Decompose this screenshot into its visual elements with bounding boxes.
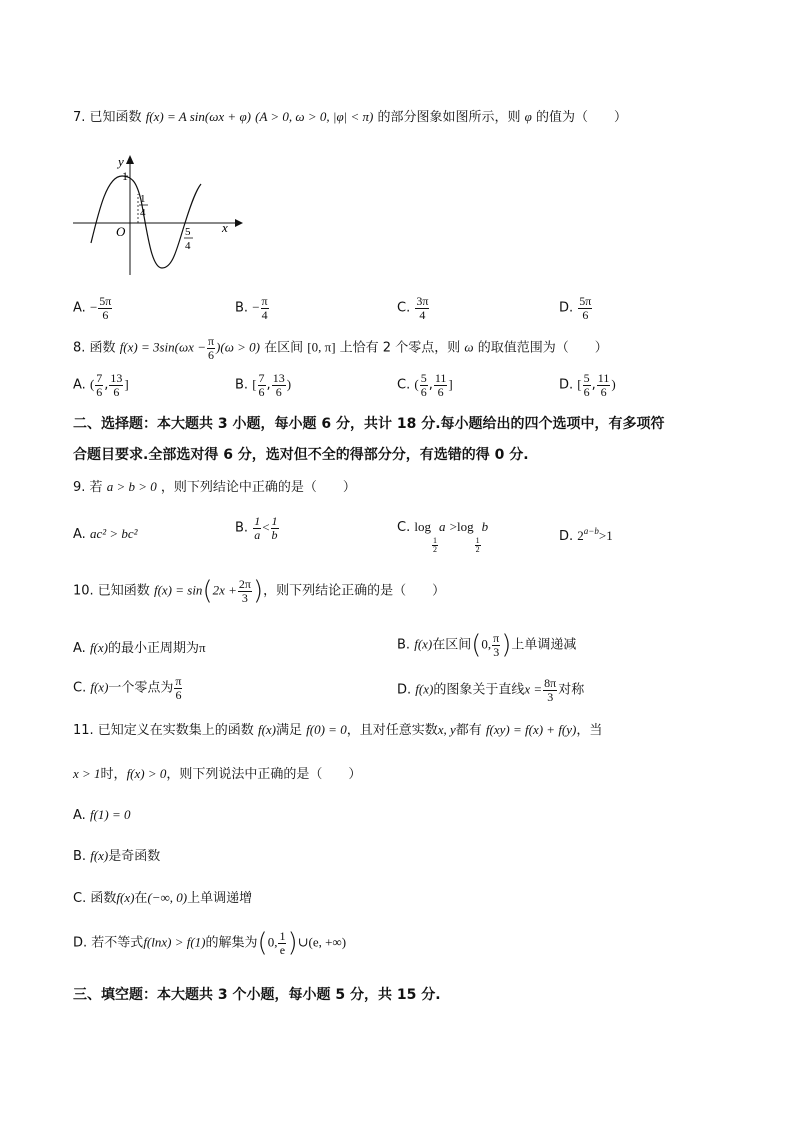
y-axis-label: y [118, 154, 124, 169]
q7-option-b[interactable] [235, 295, 270, 321]
q8-option-a[interactable]: A. ( $\frac{7}{6}$ , $\frac{13}{6}$ ] [73, 371, 129, 399]
q9-option-a[interactable] [73, 527, 138, 541]
fraction-denominator: 2 [475, 545, 480, 555]
log-right: log [456, 519, 474, 534]
q7-function: f(x) = A sin(ωx + φ) [145, 109, 251, 124]
option-letter: D. [559, 529, 574, 544]
close-paren: ) [252, 576, 264, 607]
option-letter: A. [73, 300, 86, 316]
fraction-denominator: 3 [547, 689, 554, 704]
interval-start: 0, [481, 636, 492, 652]
fraction-numerator: 13 [272, 371, 285, 385]
option-text: 若不等式 [91, 935, 144, 951]
q10-option-b[interactable] [397, 630, 577, 661]
q11-f0: f(0) = 0 [306, 722, 347, 737]
fraction-numerator: 3π [416, 294, 429, 308]
q9-stem-start: 9. 若 [73, 480, 103, 495]
line-variable: x = [524, 681, 543, 697]
q7-stem-tail: 的值为（ ） [535, 110, 627, 125]
option-letter: A. [73, 377, 86, 393]
option-inequality: f(lnx) > f(1) [143, 934, 206, 950]
option-fraction [261, 295, 269, 321]
fraction-numerator: 1 [279, 929, 286, 943]
option-text: 的最小正周期为 [107, 641, 199, 656]
option-interval: (−∞, 0) [147, 890, 188, 905]
option-expression: ac² > bc² [89, 526, 138, 541]
q11-stem-line2 [73, 767, 361, 781]
less-than-sign: < [262, 519, 270, 535]
q10-stem [73, 576, 446, 607]
q11-option-d[interactable] [73, 928, 347, 959]
option-tail: 对称 [558, 682, 585, 698]
open-paren: ( [202, 576, 213, 607]
y-axis-arrow [126, 155, 134, 164]
option-letter: A. [73, 808, 86, 823]
fraction-numerator: 5π [99, 294, 112, 308]
fraction-lower [420, 372, 428, 398]
open-paren: ( [471, 630, 482, 661]
q11-condition: x > 1 [73, 766, 101, 781]
fraction-lower [258, 372, 266, 398]
option-letter: B. [235, 300, 249, 316]
q10-function-inner: 2x + [212, 582, 237, 598]
open-bracket: ( [89, 376, 95, 392]
fraction-numerator: 2π [238, 577, 251, 591]
close-bracket: ) [611, 376, 616, 392]
q9-stem-end: ，则下列结论中正确的是（ ） [160, 480, 356, 495]
fraction-denominator: 6 [102, 307, 109, 322]
option-letter: C. [397, 300, 411, 316]
fraction-denominator: 6 [113, 384, 120, 399]
option-fraction [415, 295, 429, 321]
fraction-numerator: 7 [96, 371, 103, 385]
fraction-one-over-b [271, 515, 279, 541]
tick-five-quarters-num: 5 [185, 226, 191, 238]
function-ref: f(x) [116, 890, 135, 905]
fraction-upper [434, 372, 448, 398]
option-letter: D. [559, 300, 574, 316]
q8-omega: ω [464, 339, 474, 355]
fraction-denominator: 6 [208, 347, 215, 362]
q11-text: 都有 [455, 723, 482, 738]
fraction-denominator: 4 [419, 307, 426, 322]
fraction-denominator: b [271, 527, 278, 542]
option-text: 是奇函数 [108, 849, 161, 864]
interval-end-fraction [492, 632, 500, 658]
option-letter: C. [73, 891, 87, 906]
fraction-denominator: 6 [258, 384, 265, 399]
q11-text: ，且对任意实数 [346, 723, 438, 738]
fraction-numerator: 5π [579, 294, 592, 308]
x-axis-arrow [235, 219, 243, 227]
q9-option-b[interactable] [235, 515, 280, 541]
q10-option-c[interactable] [73, 675, 183, 701]
fraction-denominator: 4 [261, 307, 268, 322]
fraction-numerator: 5 [420, 371, 427, 385]
q7-option-c[interactable] [397, 295, 430, 321]
q8-stem-end: 上恰有 2 个零点，则 [339, 340, 461, 356]
close-paren: ) [287, 928, 298, 959]
interval-start: 0, [267, 934, 278, 950]
q9-stem [73, 480, 356, 494]
fraction-numerator: π [493, 631, 500, 645]
fraction-numerator: 13 [110, 371, 123, 385]
fraction-numerator: 11 [434, 371, 447, 385]
fraction-denominator: 6 [600, 384, 607, 399]
fraction-denominator: a [254, 527, 261, 542]
option-letter: B. [235, 520, 249, 536]
option-text: 一个零点为 [108, 680, 174, 696]
close-paren: ) [501, 630, 512, 661]
fraction-upper [272, 372, 286, 398]
q11-stem-start: 11. 已知定义在实数集上的函数 [73, 723, 254, 738]
fraction-numerator: π [207, 334, 215, 348]
greater-than-sign: > [449, 519, 457, 534]
fraction-denominator: 6 [583, 384, 590, 399]
option-letter: B. [73, 849, 87, 864]
q8-function-b: )(ω > 0) [216, 339, 260, 355]
q7-option-d[interactable] [559, 295, 593, 321]
q10-function-a: f(x) = sin [153, 582, 203, 598]
fraction-upper [109, 372, 123, 398]
tick-quarter-num: 1 [140, 193, 146, 205]
interval-end-fraction [278, 930, 286, 956]
fraction-numerator: 1 [271, 514, 278, 528]
q8-option-c[interactable]: C. ( $\frac{5}{6}$ , $\frac{11}{6}$ ] [397, 371, 453, 399]
log-base-right [475, 537, 481, 555]
q7-conditions: (A > 0, ω > 0, |φ| < π) [255, 109, 374, 124]
option-expression: f(1) = 0 [89, 807, 131, 822]
option-letter: C. [73, 680, 87, 696]
q11-functional-equation: f(xy) = f(x) + f(y) [485, 722, 577, 737]
tick-quarter-den: 4 [140, 207, 146, 219]
close-bracket: ] [448, 376, 453, 392]
option-text: 的图象关于直线 [433, 682, 525, 698]
q10-stem-start: 10. 已知函数 [73, 583, 150, 599]
fraction-numerator: 7 [258, 371, 265, 385]
fraction-denominator: 6 [437, 384, 444, 399]
fraction-denominator: 6 [275, 384, 282, 399]
sine-curve [91, 176, 201, 268]
q8-mid: 在区间 [264, 340, 304, 356]
option-text: 函数 [90, 891, 117, 906]
fraction-denominator: 6 [582, 307, 589, 322]
q8-stem-start: 8. 函数 [73, 340, 116, 356]
option-fraction [578, 295, 592, 321]
zero-fraction [174, 675, 182, 701]
origin-label: O [116, 224, 126, 239]
q11-text: 时， [100, 767, 127, 782]
q8-option-b[interactable]: B. [ $\frac{7}{6}$ , $\frac{13}{6}$ ) [235, 371, 292, 399]
q8-option-d[interactable]: D. [ $\frac{5}{6}$ , $\frac{11}{6}$ ) [559, 371, 616, 399]
tick-five-quarters-den: 4 [185, 240, 191, 252]
fraction-numerator: 1 [254, 514, 261, 528]
fraction-numerator: 11 [597, 371, 610, 385]
function-ref: f(x) [89, 640, 108, 655]
q8-stem-tail: 的取值范围为（ ） [477, 340, 608, 356]
function-ref: f(x) [90, 679, 109, 695]
q7-stem [73, 110, 627, 124]
power-base: 2 [577, 528, 584, 543]
option-letter: C. [397, 377, 411, 393]
q7-stem-start: 7. 已知函数 [73, 110, 142, 125]
fraction-upper [597, 372, 611, 398]
log-left: log [414, 519, 431, 534]
option-letter: B. [235, 377, 249, 393]
q9-option-c[interactable] [397, 520, 488, 555]
function-ref: f(x) [415, 681, 434, 697]
option-sign: − [89, 299, 98, 315]
q11-xy: x, y [437, 722, 456, 737]
option-value: π [199, 640, 206, 655]
section2-heading-line1: 二、选择题：本大题共 3 小题，每小题 6 分，共计 18 分.每小题给出的四个选项中，有多项符 [73, 416, 665, 432]
q10-function-fraction [238, 578, 252, 604]
q7-stem-end: 的部分图象如图所示，则 [377, 110, 521, 125]
q11-text: 满足 [276, 723, 303, 738]
variable-b: b [481, 519, 489, 534]
fraction-denominator: 2 [432, 545, 437, 555]
q11-option-c[interactable] [73, 891, 252, 905]
q10-option-d[interactable] [397, 677, 584, 703]
q7-sine-graph [65, 150, 265, 280]
open-bracket: [ [252, 376, 257, 392]
comparison: >1 [598, 528, 613, 543]
q8-stem [73, 335, 608, 361]
fraction-denominator: 6 [420, 384, 427, 399]
fraction-numerator: 1 [475, 536, 480, 545]
option-letter: A. [73, 641, 86, 656]
function-ref: f(x) [90, 848, 109, 863]
option-fraction [98, 295, 112, 321]
fraction-numerator: 1 [432, 536, 437, 545]
fraction-lower [95, 372, 103, 398]
option-interval: (e, +∞) [308, 934, 347, 950]
open-bracket: ( [414, 376, 419, 392]
fraction-denominator: 6 [96, 384, 103, 399]
fraction-one-over-a [253, 515, 261, 541]
q11-option-a[interactable] [73, 808, 130, 822]
union-sign: ∪ [297, 934, 309, 950]
q10-option-a[interactable] [73, 641, 206, 655]
q11-stem-line1 [73, 723, 602, 737]
option-text: 在 [134, 891, 148, 906]
open-bracket: [ [577, 376, 582, 392]
q11-option-b[interactable] [73, 849, 160, 863]
section2-heading-line2: 合题目要求.全部选对得 6 分，选对但不全的得部分分，有选错的得 0 分. [73, 447, 529, 463]
q11-positive: f(x) > 0 [126, 766, 167, 781]
power-exponent: a−b [583, 526, 599, 536]
q11-text: ，则下列说法中正确的是（ ） [166, 767, 362, 782]
function-ref: f(x) [414, 636, 433, 652]
q9-option-d[interactable] [559, 527, 613, 543]
line-fraction [543, 677, 557, 703]
fraction-denominator: 6 [175, 687, 182, 702]
fraction-denominator: 3 [241, 590, 248, 605]
function-ref: f(x) [257, 722, 276, 737]
close-bracket: ] [124, 376, 129, 392]
q7-phi: φ [524, 109, 532, 124]
option-letter: D. [73, 935, 88, 951]
q10-stem-end: ，则下列结论正确的是（ ） [263, 583, 446, 599]
variable-a: a [438, 519, 446, 534]
fraction-numerator: 8π [544, 676, 557, 690]
option-text: 在区间 [432, 637, 472, 653]
q8-interval: [0, π] [307, 339, 336, 355]
tick-y-one: 1 [122, 169, 128, 183]
fraction-numerator: π [175, 674, 182, 688]
log-base-left [432, 537, 438, 555]
section3-heading: 三、填空题：本大题共 3 个小题，每小题 5 分，共 15 分. [73, 987, 441, 1003]
q8-function-a: f(x) = 3sin(ωx − [119, 339, 206, 355]
close-bracket: ) [286, 376, 292, 392]
fraction-numerator: π [261, 294, 268, 308]
option-letter: D. [559, 377, 574, 393]
option-text: 上单调递增 [187, 891, 253, 906]
q8-function-fraction [207, 335, 215, 361]
fraction-lower [583, 372, 591, 398]
option-letter: C. [397, 520, 411, 535]
option-sign: − [252, 299, 260, 315]
option-text: 的解集为 [205, 935, 258, 951]
option-letter: B. [397, 637, 411, 653]
fraction-denominator: e [279, 942, 286, 957]
option-letter: D. [397, 682, 412, 698]
option-letter: A. [73, 527, 86, 542]
q9-condition: a > b > 0 [106, 479, 157, 494]
q7-option-a[interactable] [73, 295, 113, 321]
fraction-denominator: 3 [493, 644, 500, 659]
fraction-numerator: 5 [583, 371, 590, 385]
q11-text: ，当 [576, 723, 603, 738]
option-tail: 上单调递减 [511, 637, 577, 653]
open-paren: ( [257, 928, 268, 959]
x-axis-label: x [222, 220, 228, 235]
